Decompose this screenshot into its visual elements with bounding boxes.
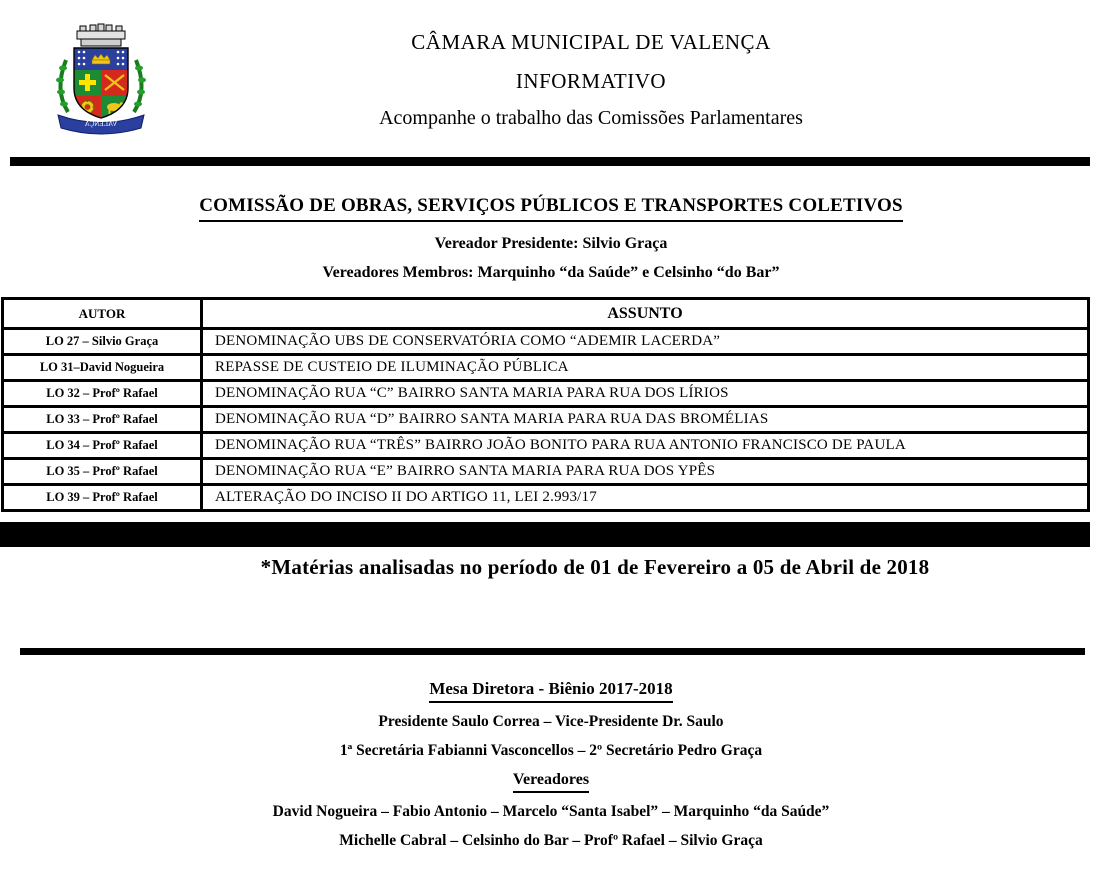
cell-autor: LO 39 – Profº Rafael	[3, 485, 202, 511]
commission-president: Vereador Presidente: Silvio Graça	[434, 235, 668, 252]
cell-assunto: DENOMINAÇÃO RUA “TRÊS” BAIRRO JOÃO BONITO PARA RUA ANTONIO FRANCISCO DE PAULA	[202, 433, 1089, 459]
analysis-period-note: *Matérias analisadas no período de 01 de Fevereiro a 05 de Abril de 2018	[260, 555, 930, 579]
table-row	[3, 329, 1089, 355]
column-header-assunto: ASSUNTO	[202, 299, 1089, 329]
table-row	[3, 381, 1089, 407]
table-row	[3, 433, 1089, 459]
crest-banner-text: VALENÇA	[84, 120, 118, 128]
council-members-line-1: David Nogueira – Fabio Antonio – Marcelo “Santa Isabel” – Marquinho “da Saúde”	[272, 803, 830, 820]
column-header-autor: AUTOR	[3, 299, 202, 329]
cell-autor: LO 27 – Silvio Graça	[3, 329, 202, 355]
commission-members: Vereadores Membros: Marquinho “da Saúde” e Celsinho “do Bar”	[322, 264, 780, 281]
cell-autor: LO 32 – Profº Rafael	[3, 381, 202, 407]
commission-title: COMISSÃO DE OBRAS, SERVIÇOS PÚBLICOS E TRANSPORTES COLETIVOS	[199, 195, 903, 222]
cell-autor: LO 35 – Profº Rafael	[3, 459, 202, 485]
table-row	[3, 485, 1089, 511]
cell-assunto: ALTERAÇÃO DO INCISO II DO ARTIGO 11, LEI 2.993/17	[202, 485, 1089, 511]
page-subtitle: INFORMATIVO	[515, 69, 667, 93]
matters-table	[1, 297, 1090, 512]
cell-autor: LO 31–David Nogueira	[3, 355, 202, 381]
header-divider	[10, 157, 1090, 166]
cell-autor: LO 33 – Profº Rafael	[3, 407, 202, 433]
board-presidents-line: Presidente Saulo Correa – Vice-Presidente Dr. Saulo	[378, 713, 724, 730]
cell-assunto: DENOMINAÇÃO UBS DE CONSERVATÓRIA COMO “ADEMIR LACERDA”	[202, 329, 1089, 355]
footer-divider	[20, 648, 1085, 655]
board-title: Mesa Diretora - Biênio 2017-2018	[429, 679, 672, 703]
page-title: CÂMARA MUNICIPAL DE VALENÇA	[411, 30, 771, 54]
table-footer-bar	[0, 522, 1090, 547]
cell-assunto: DENOMINAÇÃO RUA “C” BAIRRO SANTA MARIA PARA RUA DOS LÍRIOS	[202, 381, 1089, 407]
cell-autor: LO 34 – Profº Rafael	[3, 433, 202, 459]
council-title: Vereadores	[513, 771, 589, 793]
board-footer	[0, 679, 1102, 861]
cell-assunto: REPASSE DE CUSTEIO DE ILUMINAÇÃO PÚBLICA	[202, 355, 1089, 381]
cell-assunto: DENOMINAÇÃO RUA “E” BAIRRO SANTA MARIA PARA RUA DOS YPÊS	[202, 459, 1089, 485]
table-row	[3, 459, 1089, 485]
page-tagline: Acompanhe o trabalho das Comissões Parlamentares	[379, 107, 803, 129]
council-members-line-2: Michelle Cabral – Celsinho do Bar – Profº Rafael – Silvio Graça	[339, 832, 763, 849]
table-row	[3, 407, 1089, 433]
board-secretaries-line: 1ª Secretária Fabianni Vasconcellos – 2º Secretário Pedro Graça	[339, 742, 763, 759]
table-row	[3, 355, 1089, 381]
document-header	[80, 30, 1102, 130]
commission-section	[0, 195, 1102, 293]
cell-assunto: DENOMINAÇÃO RUA “D” BAIRRO SANTA MARIA PARA RUA DAS BROMÉLIAS	[202, 407, 1089, 433]
table-header-row	[3, 299, 1089, 329]
